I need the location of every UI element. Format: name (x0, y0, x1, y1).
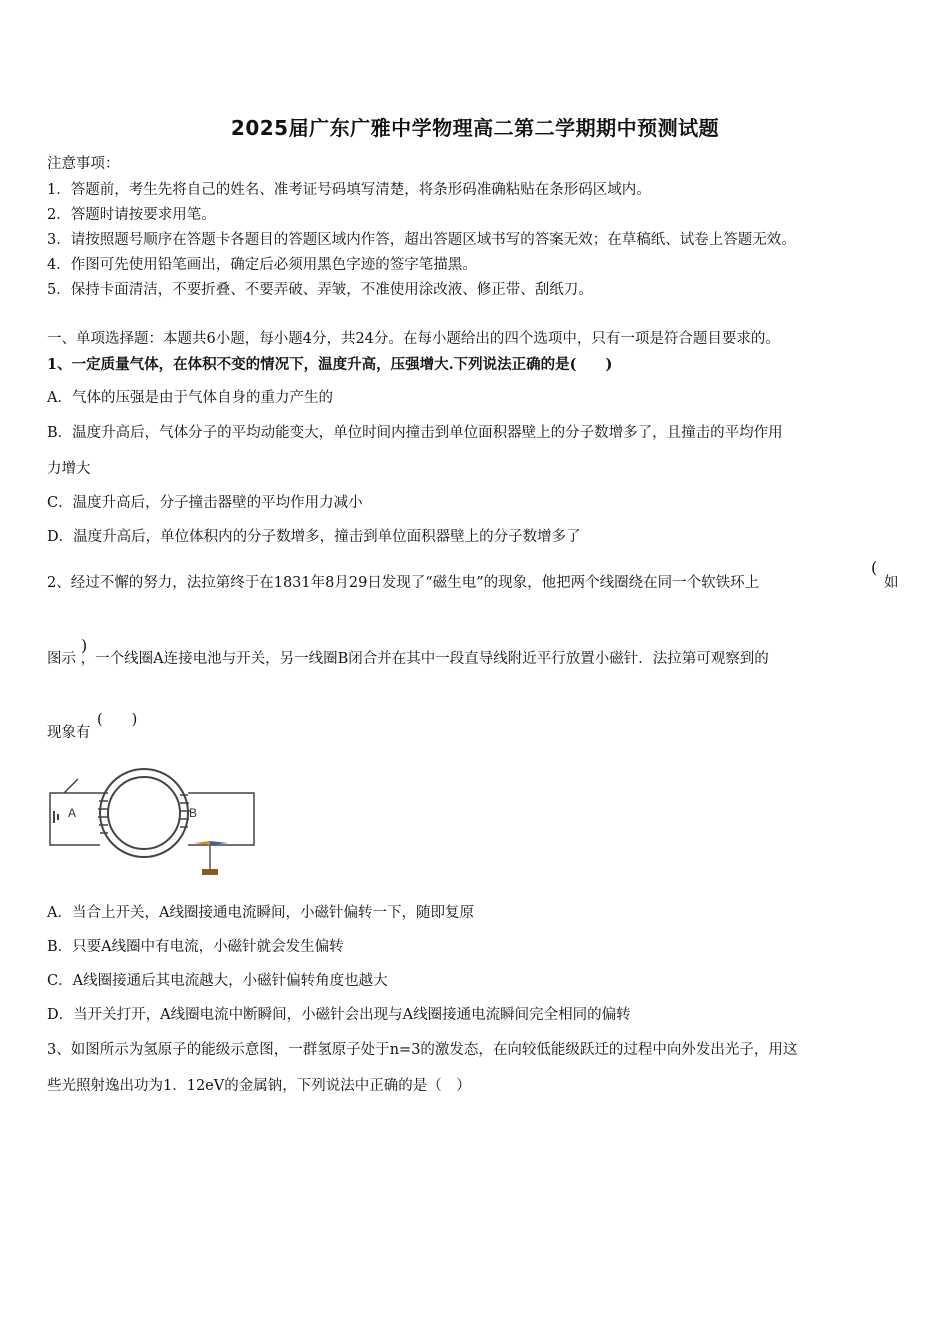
q2-answer-paren: ( ) (97, 712, 138, 728)
q2-option-c: C．A线圈接通后其电流越大，小磁针偏转角度也越大 (47, 973, 388, 989)
q2-option-a: A．当合上开关，A线圈接通电流瞬间，小磁针偏转一下，随即复原 (47, 905, 474, 921)
q2-stem-line1: 2、经过不懈的努力，法拉第终于在1831年8月29日发现了“磁生电”的现象，他把两个线圈绕在同一个软铁环上 (47, 575, 760, 591)
coil-b-label: B (189, 806, 198, 820)
notice-item: 1．答题前，考生先将自己的姓名、准考证号码填写清楚，将条形码准确粘贴在条形码区域内。 (47, 182, 651, 198)
q1-stem: 1、一定质量气体，在体积不变的情况下，温度升高，压强增大.下列说法正确的是( ) (47, 356, 613, 373)
q2-stem-line1-tail: 如 (884, 575, 899, 591)
q1-option-d: D．温度升高后，单位体积内的分子数增多，撞击到单位面积器壁上的分子数增多了 (47, 529, 581, 545)
q2-paren-close: ) (81, 636, 88, 655)
notice-item: 3．请按照题号顺序在答题卡各题目的答题区域内作答，超出答题区域书写的答案无效；在草稿纸、试卷上答题无效。 (47, 232, 796, 248)
q3-stem-line2: 些光照射逸出功为1．12eV的金属钠，下列说法中正确的是（ ） (47, 1078, 471, 1094)
q2-option-d: D．当开关打开，A线圈电流中断瞬间，小磁针会出现与A线圈接通电流瞬间完全相同的偏转 (47, 1007, 631, 1023)
coil-a-label: A (68, 806, 77, 820)
q1-option-b: B．温度升高后，气体分子的平均动能变大，单位时间内撞击到单位面积器壁上的分子数增多了，且撞击的平均作用 (47, 425, 783, 441)
q1-option-b-cont: 力增大 (47, 461, 91, 477)
notice-heading: 注意事项： (47, 156, 120, 172)
notice-item: 4．作图可先使用铅笔画出，确定后必须用黑色字迹的签字笔描黑。 (47, 257, 477, 273)
page-title: 2025届广东广雅中学物理高二第二学期期中预测试题 (230, 116, 720, 140)
switch-icon (64, 779, 78, 793)
q2-option-b: B．只要A线圈中有电流，小磁针就会发生偏转 (47, 939, 344, 955)
q2-paren-open: ( (871, 558, 878, 577)
compass-needle-icon (194, 841, 228, 875)
q1-option-c: C．温度升高后，分子撞击器壁的平均作用力减小 (47, 495, 363, 511)
iron-ring-outer (100, 769, 188, 857)
notice-item: 2．答题时请按要求用笔。 (47, 207, 216, 223)
q3-stem-line1: 3、如图所示为氢原子的能级示意图，一群氢原子处于n=3的激发态，在向较低能级跃迁的过程中向外发出光子，用这 (47, 1042, 798, 1058)
iron-ring-inner (108, 777, 180, 849)
section-heading: 一、单项选择题：本题共6小题，每小题4分，共24分。在每小题给出的四个选项中，只有一项是符合题目要求的。 (47, 331, 780, 347)
q2-stem-line3: 现象有 (47, 725, 91, 741)
q1-option-a: A．气体的压强是由于气体自身的重力产生的 (47, 390, 333, 406)
circuit-b-wire (188, 793, 254, 845)
coil-ring-figure (44, 765, 264, 880)
q2-stem-line2: 图示 ，一个线圈A连接电池与开关，另一线圈B闭合并在其中一段直导线附近平行放置小磁针．法拉第可观察到的 (47, 651, 769, 667)
notice-item: 5．保持卡面清洁，不要折叠、不要弄破、弄皱，不准使用涂改液、修正带、刮纸刀。 (47, 282, 593, 298)
